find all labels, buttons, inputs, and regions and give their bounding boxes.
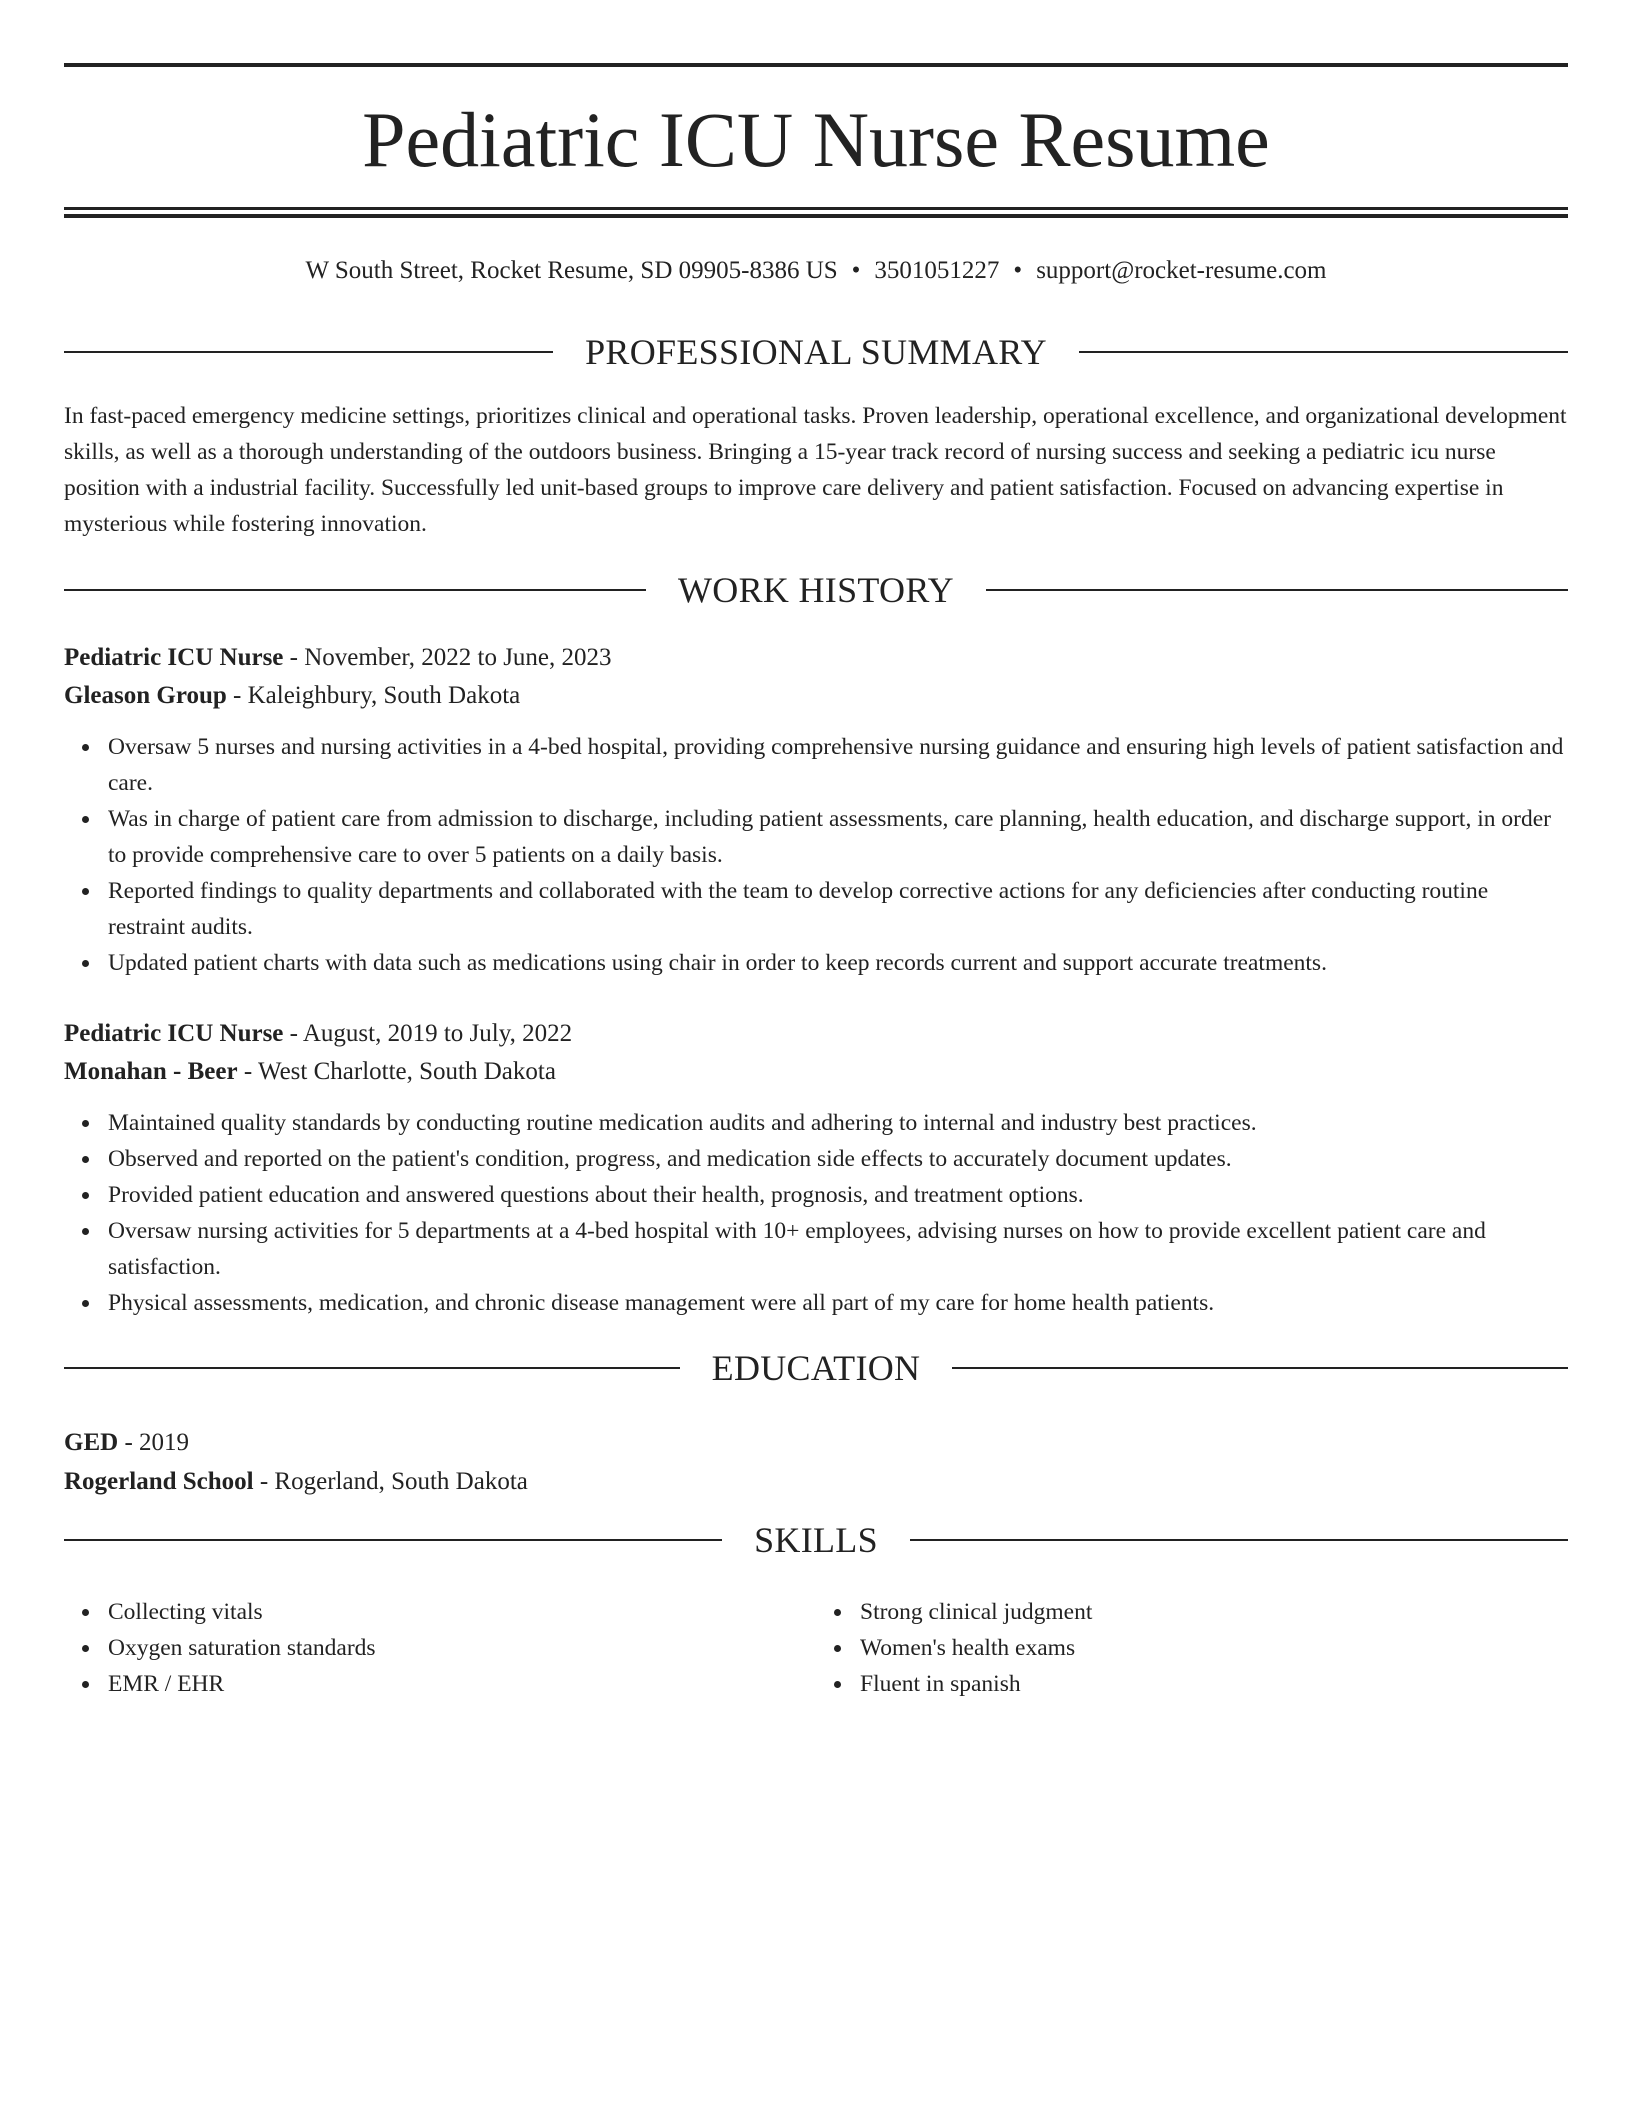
section-heading-summary <box>64 330 1568 374</box>
heading-rule <box>64 589 646 591</box>
job-bullets <box>64 1105 1568 1321</box>
job-location: - Kaleighbury, South Dakota <box>226 682 521 709</box>
section-title: EDUCATION <box>711 1348 921 1388</box>
job-bullet: Updated patient charts with data such as medications using chair in order to keep records current and support accurate treatments. <box>108 945 1568 981</box>
section-heading-work-history <box>64 568 1568 612</box>
job-bullet: Reported findings to quality departments and collaborated with the team to develop corrective actions for any deficiencies after conducting routine restraint audits. <box>108 873 1568 945</box>
job-company: Monahan - Beer <box>64 1058 238 1085</box>
job-bullet: Provided patient education and answered questions about their health, prognosis, and treatment options. <box>108 1177 1568 1213</box>
skill-item: Collecting vitals <box>108 1594 816 1630</box>
top-rule <box>64 63 1568 67</box>
contact-line <box>64 253 1568 289</box>
summary-text: In fast-paced emergency medicine settings, prioritizes clinical and operational tasks. Proven leadership, operational excellence, and organizational development skills, as well as a thorough understanding of the outdoors business. Bringing a 15-year track record of nursing success and seeking a pediatric icu nurse position with a industrial facility. Successfully led unit-based groups to improve care delivery and patient satisfaction. Focused on advancing expertise in mysterious while fostering innovation. <box>64 403 1567 537</box>
section-title: PROFESSIONAL SUMMARY <box>585 332 1047 372</box>
job-company: Gleason Group <box>64 682 227 709</box>
job-company-line <box>64 1053 1568 1091</box>
skills-list <box>64 1594 1568 1702</box>
job-bullet: Oversaw nursing activities for 5 departments at a 4-bed hospital with 10+ employees, advising nurses on how to provide excellent patient care and satisfaction. <box>108 1213 1568 1285</box>
job-title-line <box>64 1015 1568 1053</box>
education-entry <box>64 1423 1568 1501</box>
skill-item: Strong clinical judgment <box>860 1594 1568 1630</box>
section-title: SKILLS <box>754 1520 878 1560</box>
skills-column-left <box>64 1594 816 1702</box>
education-year: - 2019 <box>118 1429 190 1456</box>
education-degree-line <box>64 1423 1568 1462</box>
job-title: Pediatric ICU Nurse <box>64 644 284 671</box>
heading-rule <box>952 1367 1568 1369</box>
education-degree: GED <box>64 1429 119 1456</box>
job-entry <box>64 639 1568 981</box>
job-bullet: Maintained quality standards by conducting routine medication audits and adhering to internal and industry best practices. <box>108 1105 1568 1141</box>
skill-item: Oxygen saturation standards <box>108 1630 816 1666</box>
heading-rule <box>64 1367 680 1369</box>
heading-rule <box>910 1539 1568 1541</box>
job-location: - West Charlotte, South Dakota <box>237 1058 556 1085</box>
job-dates: - August, 2019 to July, 2022 <box>283 1020 573 1047</box>
section-heading-education <box>64 1346 1568 1390</box>
job-title: Pediatric ICU Nurse <box>64 1020 284 1047</box>
section-heading-skills <box>64 1518 1568 1562</box>
page-title: Pediatric ICU Nurse Resume <box>362 96 1270 183</box>
heading-rule <box>1079 351 1568 353</box>
skills-column-right <box>816 1594 1568 1702</box>
contact-email: support@rocket-resume.com <box>1036 257 1327 284</box>
job-dates: - November, 2022 to June, 2023 <box>283 644 612 671</box>
education-school-line <box>64 1462 1568 1501</box>
heading-rule <box>986 589 1568 591</box>
job-entry <box>64 1015 1568 1321</box>
contact-phone: 3501051227 <box>874 257 1000 284</box>
skill-item: EMR / EHR <box>108 1666 816 1702</box>
contact-separator: • <box>1013 257 1023 284</box>
job-bullet: Physical assessments, medication, and chronic disease management were all part of my care for home health patients. <box>108 1285 1568 1321</box>
job-bullets <box>64 729 1568 981</box>
heading-rule <box>64 351 553 353</box>
skill-item: Fluent in spanish <box>860 1666 1568 1702</box>
job-company-line <box>64 677 1568 715</box>
job-title-line <box>64 639 1568 677</box>
title-double-rule <box>64 207 1568 218</box>
job-bullet: Was in charge of patient care from admission to discharge, including patient assessments, care planning, health education, and discharge support, in order to provide comprehensive care to over 5 patients on a daily basis. <box>108 801 1568 873</box>
skill-item: Women's health exams <box>860 1630 1568 1666</box>
section-title: WORK HISTORY <box>678 570 954 610</box>
contact-separator: • <box>851 257 861 284</box>
heading-rule <box>64 1539 722 1541</box>
contact-address: W South Street, Rocket Resume, SD 09905-8386 US <box>305 257 838 284</box>
education-location: - Rogerland, South Dakota <box>253 1468 528 1495</box>
job-bullet: Oversaw 5 nurses and nursing activities in a 4-bed hospital, providing comprehensive nursing guidance and ensuring high levels of patient satisfaction and care. <box>108 729 1568 801</box>
education-school: Rogerland School <box>64 1468 254 1495</box>
job-bullet: Observed and reported on the patient's condition, progress, and medication side effects to accurately document updates. <box>108 1141 1568 1177</box>
